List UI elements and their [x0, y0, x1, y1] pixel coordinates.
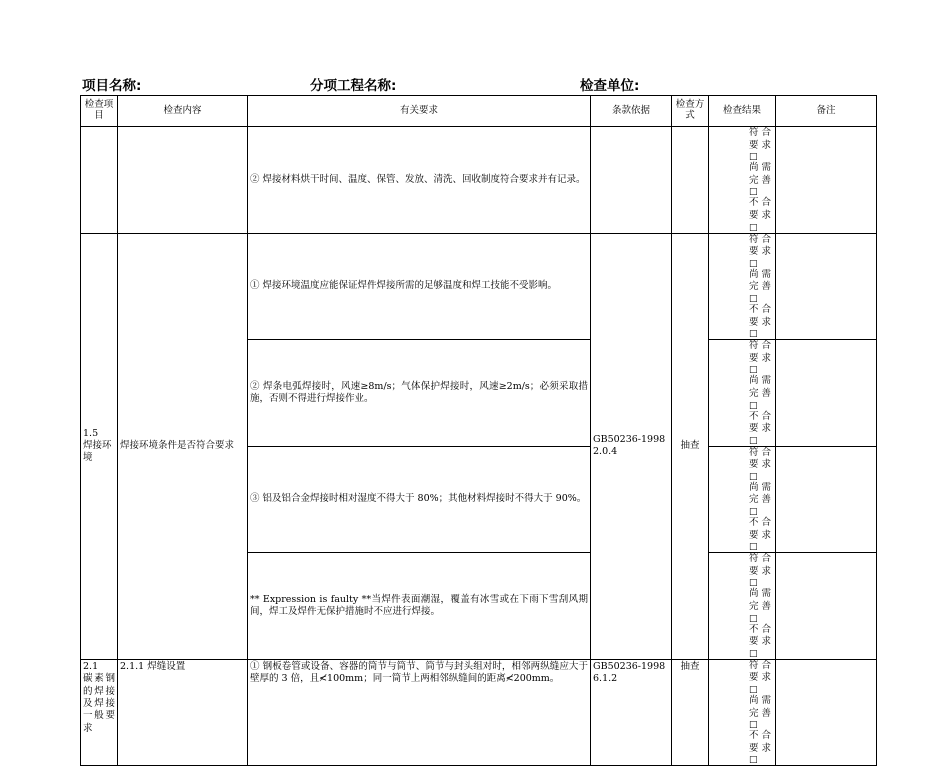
method-cell: 抽查: [672, 233, 709, 659]
checkbox-improve[interactable]: □: [749, 613, 758, 624]
checkbox-conform[interactable]: □: [749, 471, 758, 482]
table-row: [81, 659, 877, 766]
table-row: [81, 233, 877, 340]
result-cell[interactable]: [709, 233, 776, 340]
requirement-cell: ** Expression is faulty **当焊件表面潮湿，覆盖有冰雪或在下雨下雪刮风期间，焊工及焊件无保护措施时不应进行焊接。: [248, 553, 591, 660]
item-cell: 2.1 碳素钢的焊接及焊接一般要求: [81, 659, 118, 766]
requirement-cell: ③ 铝及铝合金焊接时相对湿度不得大于 80%；其他材料焊接时不得大于 90%。: [248, 446, 591, 553]
col-header-item: 检查项目: [81, 96, 118, 127]
table-header-row: [81, 96, 877, 127]
result-cell[interactable]: [709, 553, 776, 660]
checkbox-improve[interactable]: □: [749, 507, 758, 518]
checkbox-nonconform[interactable]: □: [749, 542, 758, 553]
result-option-conform: 符合要求: [749, 446, 771, 471]
remark-cell[interactable]: [776, 127, 877, 234]
result-cell[interactable]: [709, 659, 776, 766]
checkbox-nonconform[interactable]: □: [749, 755, 758, 766]
result-option-improve: 尚需完善: [749, 268, 771, 293]
checkbox-improve[interactable]: □: [749, 720, 758, 731]
project-name-label: 项目名称:: [82, 78, 142, 94]
result-cell[interactable]: [709, 446, 776, 553]
method-cell: 抽查: [672, 659, 709, 766]
item-cell: [81, 127, 118, 234]
clause-cell: [591, 127, 672, 234]
result-option-improve: 尚需完善: [749, 375, 771, 399]
result-option-conform: 符合要求: [749, 553, 771, 577]
requirement-cell: ② 焊条电弧焊接时，风速≥8m/s；气体保护焊接时，风速≥2m/s；必须采取措施，否则不得进行焊接作业。: [248, 340, 591, 447]
clause-cell: GB50236-1998 6.1.2: [591, 659, 672, 766]
result-option-conform: 符合要求: [749, 340, 771, 364]
content-cell: [118, 127, 248, 234]
remark-cell[interactable]: [776, 659, 877, 766]
form-header: [82, 74, 882, 94]
checkbox-nonconform[interactable]: □: [749, 648, 758, 659]
result-cell[interactable]: [709, 340, 776, 447]
table-row: [81, 127, 877, 234]
remark-cell[interactable]: [776, 553, 877, 660]
result-option-nonconform: 不合要求: [749, 410, 771, 435]
checkbox-conform[interactable]: □: [749, 685, 758, 695]
result-option-nonconform: 不合要求: [749, 303, 771, 328]
result-option-nonconform: 不合要求: [749, 517, 771, 541]
result-option-improve: 尚需完善: [749, 695, 771, 719]
remark-cell[interactable]: [776, 233, 877, 340]
col-header-clause: 条款依据: [591, 96, 672, 127]
col-header-method: 检查方式: [672, 96, 709, 127]
inspection-unit-label: 检查单位:: [580, 78, 640, 94]
item-cell: 1.5 焊接环境: [81, 233, 118, 659]
remark-cell[interactable]: [776, 446, 877, 553]
result-option-nonconform: 不合要求: [749, 197, 771, 221]
result-option-improve: 尚需完善: [749, 481, 771, 506]
result-cell[interactable]: [709, 127, 776, 234]
result-option-conform: 符合要求: [749, 233, 771, 258]
col-header-content: 检查内容: [118, 96, 248, 127]
content-cell: 2.1.1 焊缝设置: [118, 659, 248, 766]
result-option-nonconform: 不合要求: [749, 623, 771, 648]
checkbox-conform[interactable]: □: [749, 258, 758, 269]
result-option-nonconform: 不合要求: [749, 730, 771, 754]
checkbox-improve[interactable]: □: [749, 400, 758, 411]
result-option-conform: 符合要求: [749, 659, 771, 684]
checkbox-conform[interactable]: □: [749, 578, 758, 589]
content-cell: 焊接环境条件是否符合要求: [118, 233, 248, 659]
remark-cell[interactable]: [776, 340, 877, 447]
col-header-requirement: 有关要求: [248, 96, 591, 127]
result-option-improve: 尚需完善: [749, 162, 771, 186]
requirement-cell: ① 钢板卷管或设备、容器的筒节与筒节、筒节与封头组对时，相邻两纵缝应大于壁厚的 3 倍，且≮100mm；同一筒节上两相邻纵缝间的距离≮200mm。: [248, 659, 591, 766]
sub-project-label: 分项工程名称:: [310, 78, 397, 94]
result-option-improve: 尚需完善: [749, 588, 771, 613]
clause-cell: GB50236-1998 2.0.4: [591, 233, 672, 659]
checkbox-conform[interactable]: □: [749, 365, 758, 376]
checkbox-nonconform[interactable]: □: [749, 435, 758, 446]
requirement-cell: ② 焊接材料烘干时间、温度、保管、发放、清洗、回收制度符合要求并有记录。: [248, 127, 591, 234]
checkbox-improve[interactable]: □: [749, 187, 758, 198]
checkbox-improve[interactable]: □: [749, 293, 758, 304]
method-cell: [672, 127, 709, 234]
requirement-cell: ① 焊接环境温度应能保证焊件焊接所需的足够温度和焊工技能不受影响。: [248, 233, 591, 340]
col-header-result: 检查结果: [709, 96, 776, 127]
result-option-conform: 符合要求: [749, 127, 771, 151]
checkbox-nonconform[interactable]: □: [749, 329, 758, 340]
checkbox-nonconform[interactable]: □: [749, 222, 758, 233]
col-header-remark: 备注: [776, 96, 877, 127]
inspection-table: [80, 95, 877, 766]
checkbox-conform[interactable]: □: [749, 152, 758, 163]
